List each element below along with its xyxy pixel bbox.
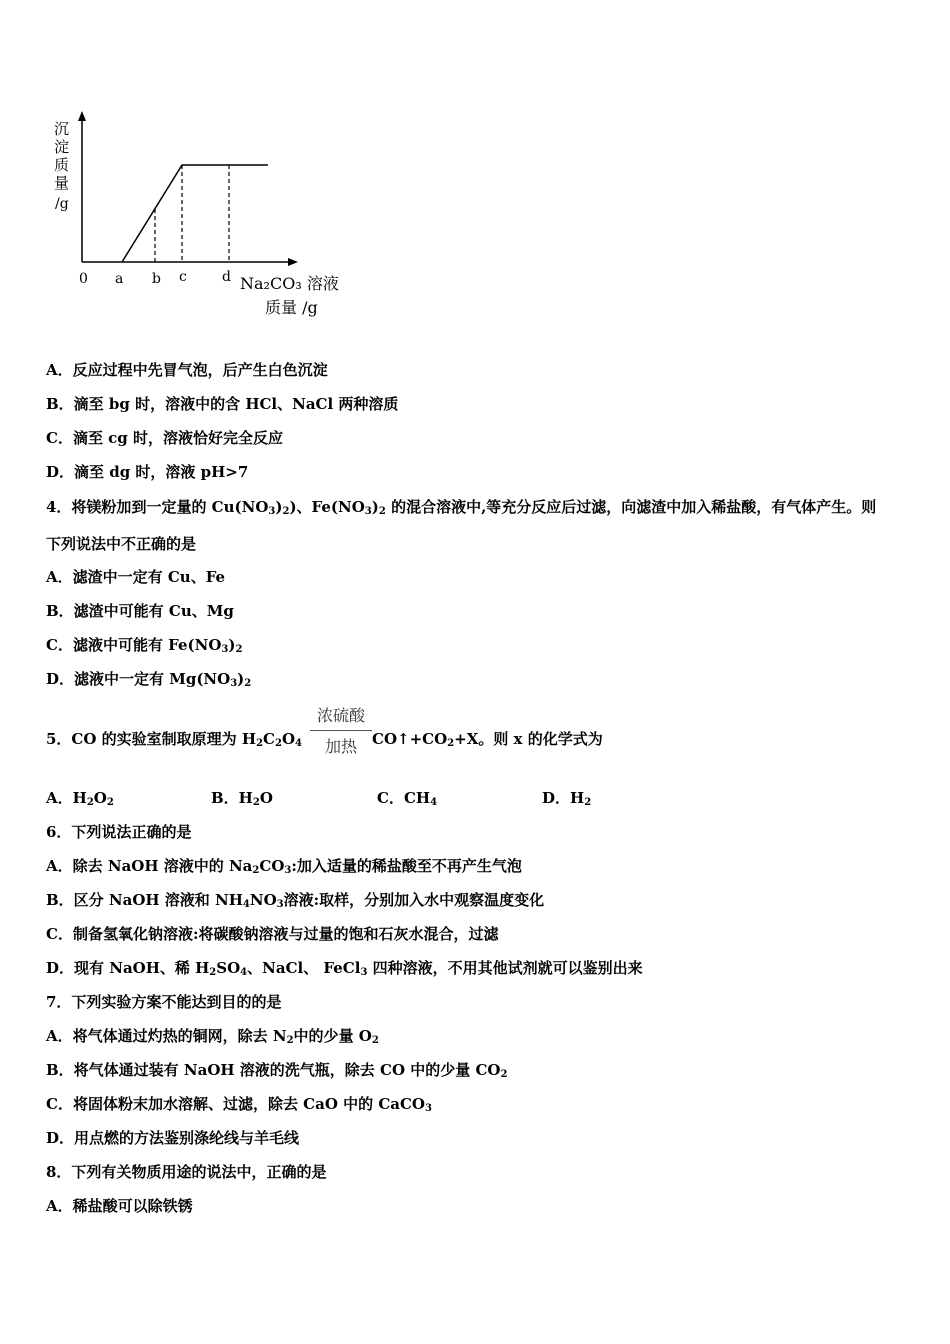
ylabel-unit: /g xyxy=(55,196,69,212)
tick-d: d xyxy=(222,269,231,285)
q4-option-b: B．滤渣中可能有 Cu、Mg xyxy=(46,602,234,620)
condition-bottom: 加热 xyxy=(324,737,357,756)
y-axis-arrow xyxy=(78,111,86,121)
q4-stem-line2: 下列说法中不正确的是 xyxy=(46,535,197,553)
ylabel-char-3: 质 xyxy=(54,156,70,174)
q3-option-d: D．滴至 dg 时，溶液 pH>7 xyxy=(46,463,249,481)
tick-c: c xyxy=(179,269,187,285)
q6-stem: 6．下列说法正确的是 xyxy=(46,823,192,841)
xlabel-line2: 质量 /g xyxy=(265,298,318,317)
q7-option-b: B．将气体通过装有 NaOH 溶液的洗气瓶，除去 CO 中的少量 $CO_2$ xyxy=(46,1061,508,1080)
q4-stem: 4．将镁粉加到一定量的 $Cu(NO_3)_2$)、$Fe(NO_3)_2$ 的混合溶液中,等充分反应后过滤，向滤渣中加入稀盐酸，有气体产生。则 xyxy=(46,498,877,517)
q6-option-a: A．除去 NaOH 溶液中的 $Na_2CO_3$:加入适量的稀盐酸至不再产生气泡 xyxy=(46,857,522,876)
ylabel-char-2: 淀 xyxy=(54,138,70,156)
q6-option-d: D．现有 NaOH、稀 $H_2SO_4$、NaCl、 FeCl$_3$ 四种溶液，不用其他试剂就可以鉴别出来 xyxy=(46,959,643,978)
q4-option-c: C．滤液中可能有 $Fe(NO_3)_2$ xyxy=(46,636,243,655)
tick-a: a xyxy=(115,271,124,287)
q4-option-a: A．滤渣中一定有 Cu、Fe xyxy=(46,568,226,586)
precipitate-mass-graph xyxy=(40,105,360,320)
tick-0: 0 xyxy=(79,271,88,287)
q5-stem: 5．CO 的实验室制取原理为 $H_2C_2O_4$ xyxy=(46,730,302,749)
q5-option-b: B．$H_2O$ xyxy=(211,789,273,808)
condition-top: 浓硫酸 xyxy=(316,706,365,725)
q5-stem-end: $CO↑+CO_2+X$。则 x 的化学式为 xyxy=(372,730,603,749)
q6-option-c: C．制备氢氧化钠溶液:将碳酸钠溶液与过量的饱和石灰水混合，过滤 xyxy=(46,925,499,943)
q8-stem: 8．下列有关物质用途的说法中，正确的是 xyxy=(46,1163,327,1181)
q3-option-c: C．滴至 cg 时，溶液恰好完全反应 xyxy=(46,429,284,447)
q4-option-d: D．滤液中一定有 $Mg(NO_3)_2$ xyxy=(46,670,252,689)
q7-option-c: C．将固体粉末加水溶解、过滤，除去 CaO 中的 CaCO$_3$ xyxy=(46,1095,432,1114)
tick-b: b xyxy=(152,271,161,287)
q7-option-a: A．将气体通过灼热的铜网，除去 $N_2$中的少量 $O_2$ xyxy=(46,1027,379,1046)
q5-option-a: A．$H_2O_2$ xyxy=(46,789,114,808)
q8-option-a: A．稀盐酸可以除铁锈 xyxy=(46,1197,193,1215)
x-axis-arrow xyxy=(288,258,298,266)
precipitate-curve xyxy=(122,165,268,262)
condition-bar xyxy=(310,730,372,731)
ylabel-char-1: 沉 xyxy=(54,120,70,138)
q7-stem: 7．下列实验方案不能达到目的的是 xyxy=(46,993,282,1011)
q5-option-c: C．$CH_4$ xyxy=(377,789,438,808)
reaction-condition xyxy=(310,703,372,757)
q7-option-d: D．用点燃的方法鉴别涤纶线与羊毛线 xyxy=(46,1129,300,1147)
q3-option-b: B．滴至 bg 时，溶液中的含 HCl、NaCl 两种溶质 xyxy=(46,395,399,413)
xlabel-line1: Na₂CO₃ 溶液 xyxy=(240,274,339,293)
q3-option-a: A．反应过程中先冒气泡，后产生白色沉淀 xyxy=(46,361,328,379)
ylabel-char-4: 量 xyxy=(54,174,70,192)
q6-option-b: B．区分 NaOH 溶液和 $NH_4NO_3$溶液:取样，分别加入水中观察温度变化 xyxy=(46,891,545,910)
q5-option-d: D．$H_2$ xyxy=(542,789,592,808)
